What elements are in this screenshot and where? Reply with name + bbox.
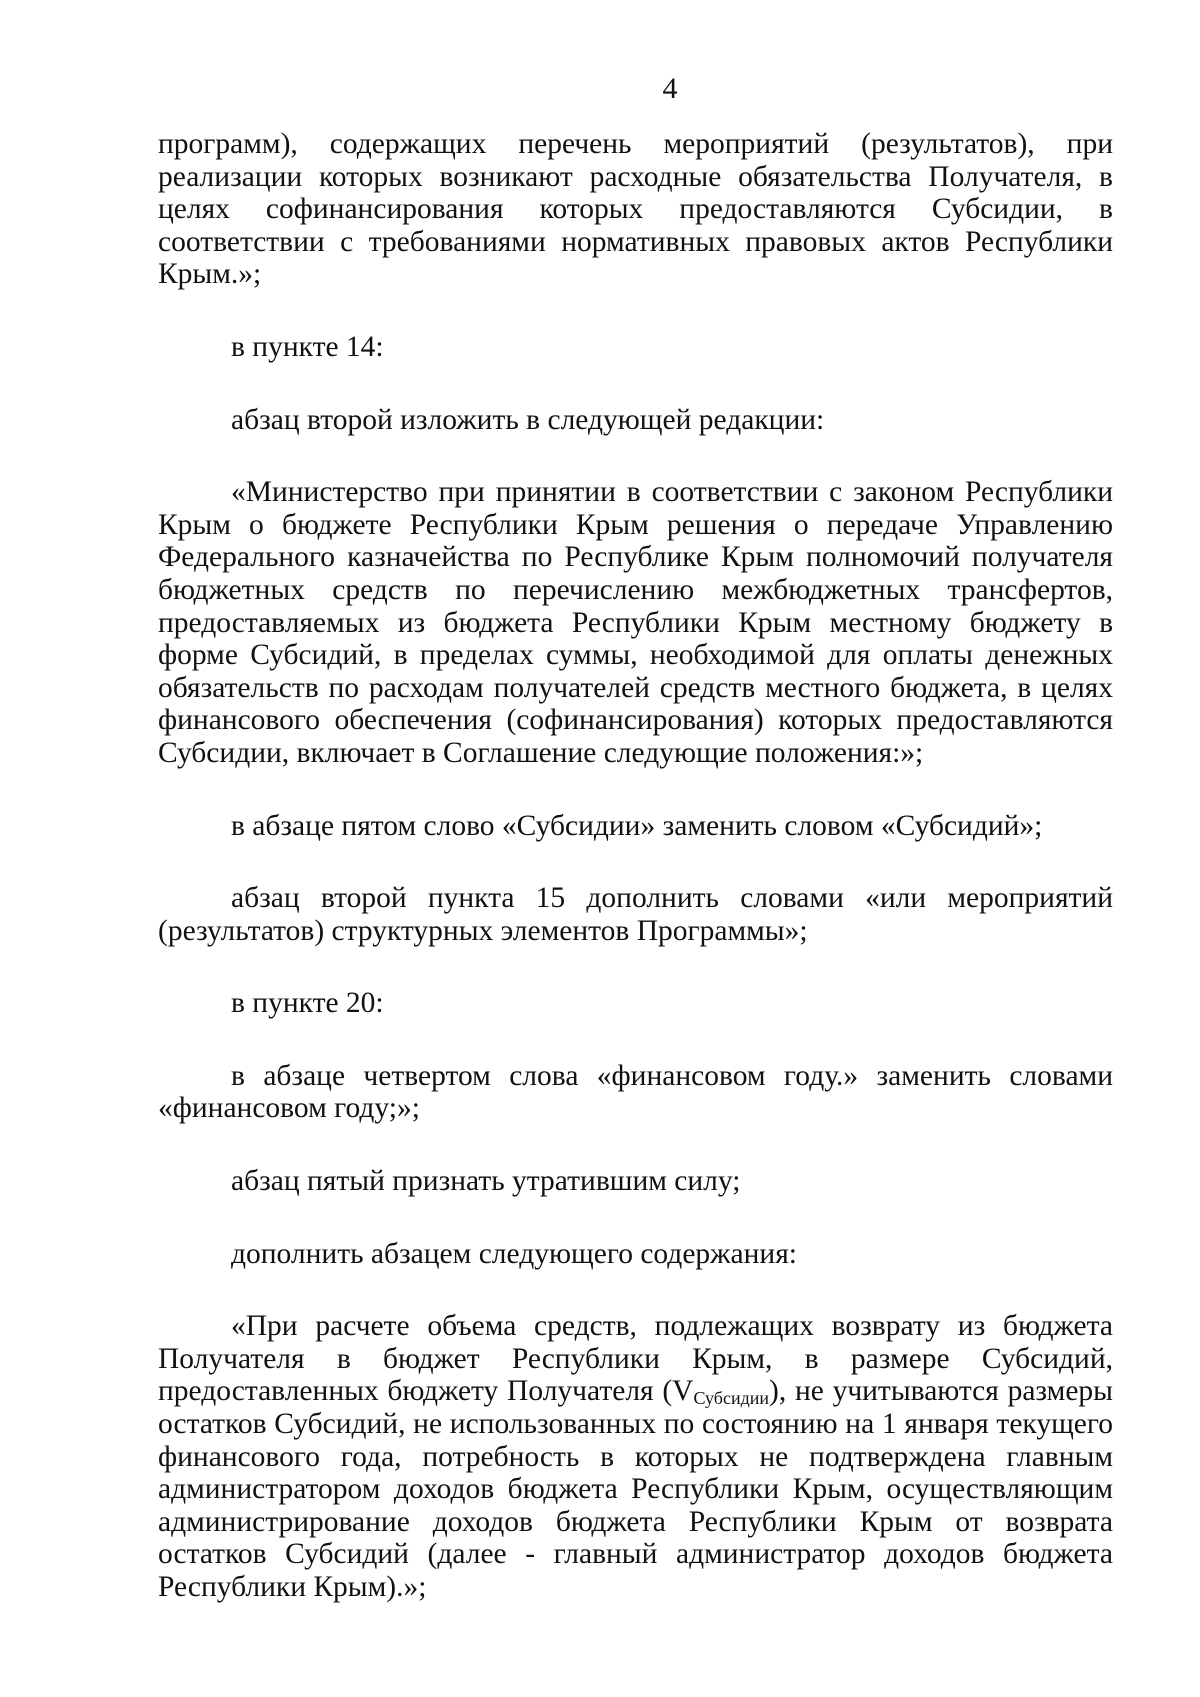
paragraph-ministry-text: «Министерство при принятии в соответствии с законом Республики Крым о бюджете Республики Крым решения о передаче Управлению Федерального казначейства по Республике Крым полномочий получателя бюджетных средств по перечислению межбюджетных трансфертов, предоставляемых из бюджета Республики Крым местному бюджету в форме Субсидий, в пределах суммы, необходимой для оплаты денежных обязательств по расходам получателей средств местного бюджета, в целях финансового обеспечения (софинансирования) которых предоставляются Субсидии, включает в Соглашение следующие положения:»; (158, 476, 1113, 769)
paragraph-refund-calculation (158, 1310, 1113, 1603)
paragraph-replace-word: в абзаце пятом слово «Субсидии» заменить словом «Субсидий»; (231, 809, 1043, 842)
paragraph-fourth-abzac: в абзаце четвертом слова «финансовом году.» заменить словами «финансовом году;»; (158, 1059, 1113, 1125)
paragraph-item-15: абзац второй пункта 15 дополнить словами «или мероприятий (результатов) структурных элементов Программы»; (158, 882, 1113, 947)
refund-text-part1: «При расчете объема средств, подлежащих возврату из бюджета Получателя в бюджет Республики Крым, в размере Субсидий, предоставленных бюджету Получателя (V (158, 1310, 1113, 1408)
page-number: 4 (662, 72, 678, 105)
subsidy-subscript: Субсидии (693, 1388, 770, 1409)
paragraph-fifth-abzac: абзац пятый признать утратившим силу; (231, 1165, 741, 1198)
paragraph-edit-instruction: абзац второй изложить в следующей редакции: (231, 403, 825, 436)
paragraph-continuation: программ), содержащих перечень мероприятий (результатов), при реализации которых возникают расходные обязательства Получателя, в целях софинансирования которых предоставляются Субсидии, в соответствии с требованиями нормативных правовых актов Республики Крым.»; (158, 128, 1113, 291)
document-body (158, 128, 1113, 1604)
paragraph-add-abzac: дополнить абзацем следующего содержания: (231, 1237, 797, 1270)
paragraph-item-14: в пункте 14: (231, 330, 384, 363)
refund-text-part2: ), не учитываются размеры остатков Субсидий, не использованных по состоянию на 1 января текущего финансового года, потребность в которых не подтверждена главным администратором доходов бюджета Республики Крым, осуществляющим администрирование доходов бюджета Республики Крым от возврата остатков Субсидий (далее - главный администратор доходов бюджета Республики Крым).»; (158, 1375, 1113, 1603)
paragraph-item-20: в пункте 20: (231, 987, 384, 1020)
